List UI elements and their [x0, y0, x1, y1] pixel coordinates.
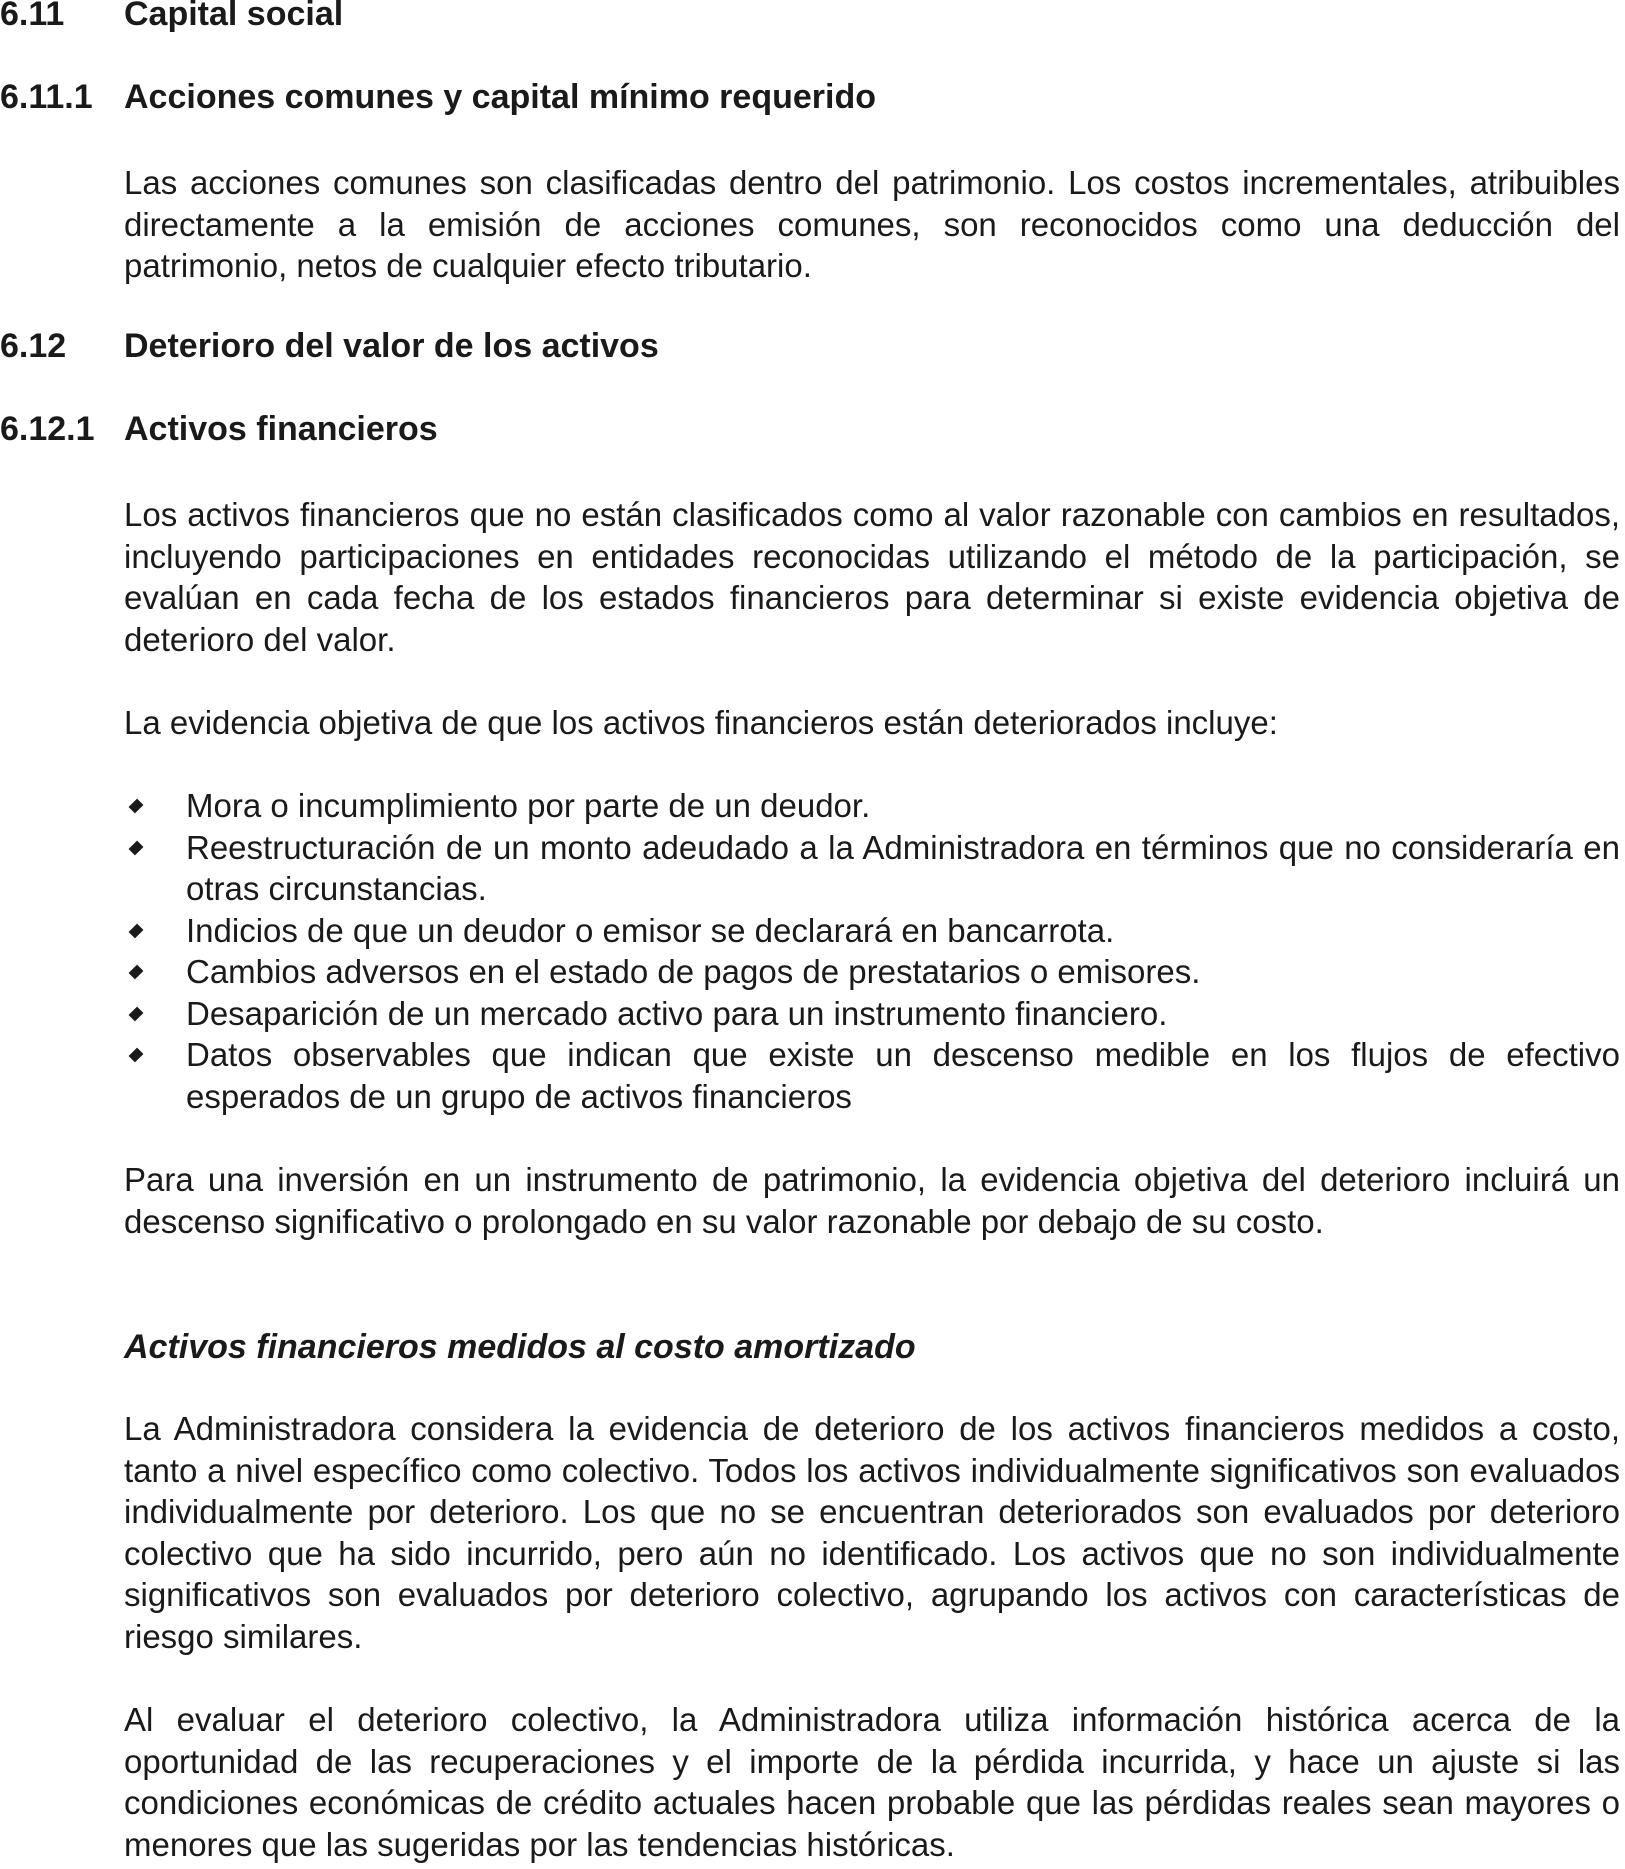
diamond-bullet-icon	[129, 799, 144, 814]
heading-6-12-1	[0, 409, 438, 449]
diamond-bullet-icon	[129, 923, 144, 938]
paragraph-inversion-patrimonio: Para una inversión en un instrumento de patrimonio, la evidencia objetiva del deterioro incluirá un descenso significativo o prolongado en su valor razonable por debajo de su costo.	[124, 1161, 1620, 1240]
heading-title: Activos financieros	[124, 410, 438, 448]
paragraph-activos-financieros: Los activos financieros que no están clasificados como al valor razonable con cambios en resultados, incluyendo participaciones en entidades reconocidas utilizando el método de la participación, se evalúan en cada fecha de los estados financieros para determinar si existe evidencia objetiva de deterioro del valor.	[124, 496, 1620, 658]
list-item: Reestructuración de un monto adeudado a la Administradora en términos que no consideraría en otras circunstancias.	[124, 827, 1620, 910]
heading-title: Capital social	[124, 0, 344, 33]
diamond-bullet-icon	[129, 965, 144, 980]
list-item: Datos observables que indican que existe un descenso medible en los flujos de efectivo esperados de un grupo de activos financieros	[124, 1034, 1620, 1117]
heading-6-11	[0, 0, 343, 34]
list-item: Desaparición de un mercado activo para un instrumento financiero.	[124, 993, 1620, 1035]
heading-title: Acciones comunes y capital mínimo requerido	[124, 78, 876, 116]
paragraph-deterioro-colectivo: Al evaluar el deterioro colectivo, la Administradora utiliza información histórica acerca de la oportunidad de las recuperaciones y el importe de la pérdida incurrida, y hace un ajuste si las condiciones económicas de crédito actuales hacen probable que las pérdidas reales sean mayores o menores que las sugeridas por las tendencias históricas.	[124, 1701, 1620, 1863]
heading-number: 6.12	[0, 327, 67, 365]
list-item: Cambios adversos en el estado de pagos de prestatarios o emisores.	[124, 951, 1620, 993]
subheading-costo-amortizado: Activos financieros medidos al costo amortizado	[124, 1328, 916, 1366]
heading-number: 6.12.1	[0, 410, 95, 448]
paragraph-acciones-comunes: Las acciones comunes son clasificadas dentro del patrimonio. Los costos incrementales, atribuibles directamente a la emisión de acciones comunes, son reconocidos como una deducción del patrimonio, netos de cualquier efecto tributario.	[124, 164, 1620, 284]
evidence-list	[124, 785, 1620, 1117]
heading-number: 6.11	[0, 0, 65, 33]
list-item: Mora o incumplimiento por parte de un deudor.	[124, 785, 1620, 827]
diamond-bullet-icon	[129, 1048, 144, 1063]
paragraph-evidencia-objetiva: La evidencia objetiva de que los activos financieros están deteriorados incluye:	[124, 704, 1278, 741]
diamond-bullet-icon	[129, 1006, 144, 1021]
heading-6-11-1	[0, 77, 876, 117]
heading-6-12	[0, 326, 659, 366]
diamond-bullet-icon	[129, 840, 144, 855]
heading-title: Deterioro del valor de los activos	[124, 327, 659, 365]
heading-number: 6.11.1	[0, 78, 93, 116]
paragraph-administradora-evidencia: La Administradora considera la evidencia de deterioro de los activos financieros medidos a costo, tanto a nivel específico como colectivo. Todos los activos individualmente significativos son evaluados individualmente por deterioro. Los que no se encuentran deteriorados son evaluados por deterioro colectivo que ha sido incurrido, pero aún no identificado. Los activos que no son individualmente significativos son evaluados por deterioro colectivo, agrupando los activos con características de riesgo similares.	[124, 1410, 1620, 1655]
list-item: Indicios de que un deudor o emisor se declarará en bancarrota.	[124, 910, 1620, 952]
